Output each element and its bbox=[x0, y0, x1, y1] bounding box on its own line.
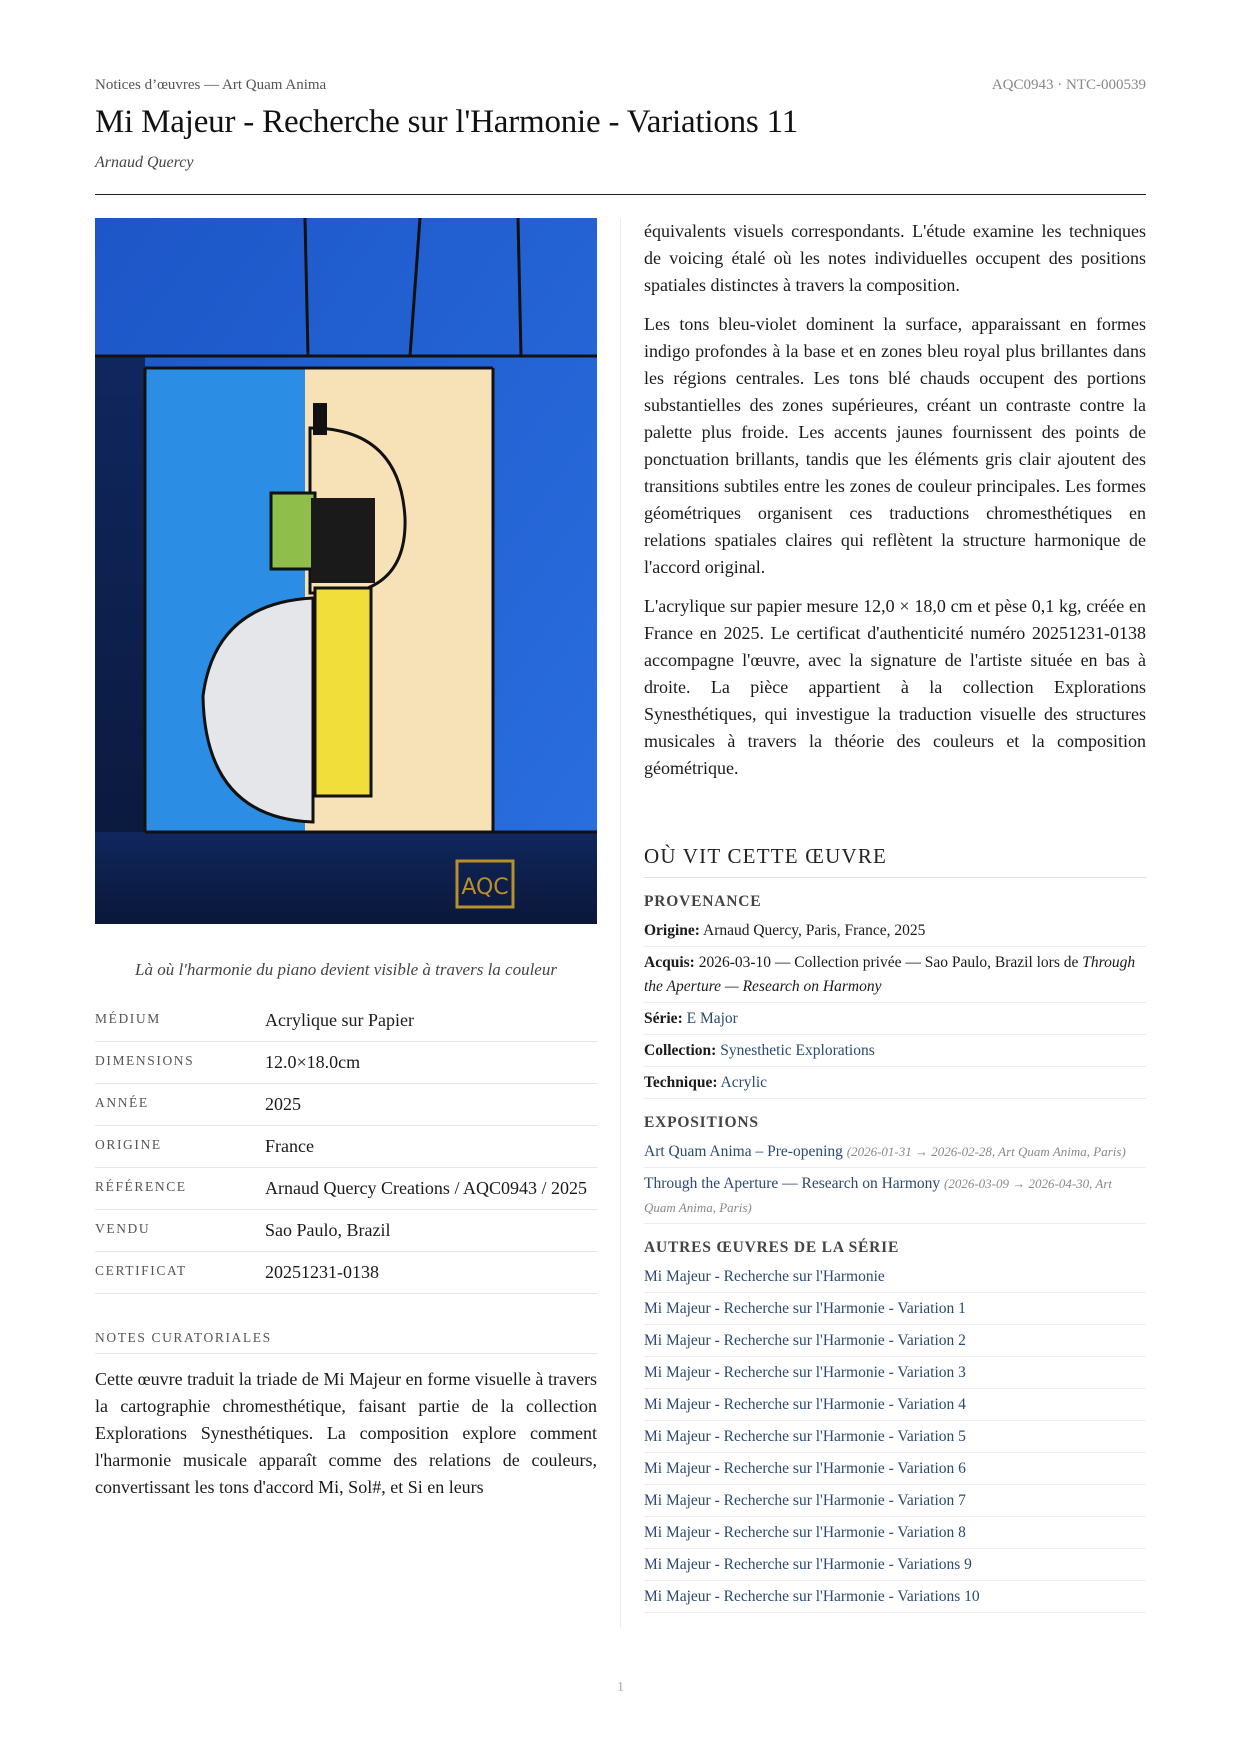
spec-value: Arnaud Quercy Creations / AQC0943 / 2025 bbox=[265, 1168, 597, 1210]
curatorial-paragraph-continued: équivalents visuels correspondants. L'étude examine les techniques de voicing étalé où les notes individuelles occupent des positions spatiales distinctes à travers la composition. bbox=[644, 221, 1146, 295]
spec-row bbox=[95, 1210, 597, 1252]
page-number: 1 bbox=[617, 1680, 624, 1695]
artwork-caption: Là où l'harmonie du piano devient visible à travers la couleur bbox=[135, 960, 557, 979]
provenance-heading: PROVENANCE bbox=[644, 893, 762, 910]
left-column bbox=[95, 218, 597, 1508]
series-work-link[interactable]: Mi Majeur - Recherche sur l'Harmonie - Variation 7 bbox=[644, 1485, 1146, 1517]
exposition-link[interactable]: Through the Aperture — Research on Harmony bbox=[644, 1175, 941, 1192]
page bbox=[95, 0, 1146, 1754]
technique-link[interactable]: Acrylic bbox=[720, 1074, 768, 1091]
spec-label: VENDU bbox=[95, 1210, 265, 1252]
spec-label: DIMENSIONS bbox=[95, 1042, 265, 1084]
exposition-item bbox=[644, 1136, 1146, 1168]
spec-label: CERTIFICAT bbox=[95, 1252, 265, 1294]
site-name: Notices d’œuvres — Art Quam Anima bbox=[95, 77, 327, 93]
spec-value: 12.0×18.0cm bbox=[265, 1042, 597, 1084]
header-top bbox=[95, 77, 1146, 97]
spec-value: France bbox=[265, 1126, 597, 1168]
exposition-item bbox=[644, 1168, 1146, 1224]
reference-code: AQC0943 · NTC-000539 bbox=[991, 77, 1146, 93]
field-label: Acquis: bbox=[644, 954, 695, 971]
field-value: 2026-03-10 — Collection privée — Sao Paulo, Brazil lors de bbox=[698, 954, 1083, 971]
series-work-link[interactable]: Mi Majeur - Recherche sur l'Harmonie - Variation 4 bbox=[644, 1389, 1146, 1421]
spec-label: RÉFÉRENCE bbox=[95, 1168, 265, 1210]
exposition-meta: (2026-03-09 → 2026-04-30, Art Quam Anima, Paris) bbox=[644, 1176, 1113, 1215]
collection-link[interactable]: Synesthetic Explorations bbox=[720, 1042, 875, 1059]
field-label: Collection: bbox=[644, 1042, 717, 1059]
series-link[interactable]: E Major bbox=[686, 1010, 738, 1027]
expositions-heading: EXPOSITIONS bbox=[644, 1114, 759, 1131]
spec-row bbox=[95, 1252, 597, 1294]
header-divider bbox=[95, 194, 1146, 195]
specs-table bbox=[95, 1000, 597, 1294]
field-value: Arnaud Quercy, Paris, France, 2025 bbox=[703, 922, 926, 939]
spec-value: Sao Paulo, Brazil bbox=[265, 1210, 597, 1252]
spec-row bbox=[95, 1126, 597, 1168]
spec-row bbox=[95, 1168, 597, 1210]
spec-row bbox=[95, 1000, 597, 1042]
provenance-technique bbox=[644, 1067, 1146, 1099]
curatorial-paragraph: Les tons bleu-violet dominent la surface, apparaissant en formes indigo profondes à la base et en zones bleu royal plus brillantes dans les régions centrales. Les tons blé chauds occupent des portions substantielles des zones supérieures, créant un contraste contre la palette plus froide. Les accents jaunes fournissent des points de ponctuation brillants, tandis que les éléments gris clair ajoutent des transitions subtiles entre les zones de couleur principales. Les formes géométriques organisent ces traductions chromesthétiques en relations spatiales claires qui reflètent la structure harmonique de l'accord original. bbox=[644, 314, 1146, 577]
provenance-origin bbox=[644, 915, 1146, 947]
spec-row bbox=[95, 1042, 597, 1084]
right-column bbox=[644, 218, 1146, 1613]
spec-row bbox=[95, 1084, 597, 1126]
series-work-link[interactable]: Mi Majeur - Recherche sur l'Harmonie - Variation 2 bbox=[644, 1325, 1146, 1357]
field-label: Technique: bbox=[644, 1074, 718, 1091]
exposition-link[interactable]: Art Quam Anima – Pre-opening bbox=[644, 1143, 843, 1160]
series-work-link[interactable]: Mi Majeur - Recherche sur l'Harmonie - Variation 5 bbox=[644, 1421, 1146, 1453]
curatorial-notes-heading: NOTES CURATORIALES bbox=[95, 1330, 597, 1354]
series-heading: AUTRES ŒUVRES DE LA SÉRIE bbox=[644, 1239, 900, 1256]
spec-value: Acrylique sur Papier bbox=[265, 1000, 597, 1042]
spec-value: 2025 bbox=[265, 1084, 597, 1126]
series-work-link[interactable]: Mi Majeur - Recherche sur l'Harmonie - Variations 9 bbox=[644, 1549, 1146, 1581]
acquired-event: Through the Aperture — Research on Harmony bbox=[644, 954, 1136, 995]
series-work-link[interactable]: Mi Majeur - Recherche sur l'Harmonie - Variation 6 bbox=[644, 1453, 1146, 1485]
series-work-link[interactable]: Mi Majeur - Recherche sur l'Harmonie - Variation 3 bbox=[644, 1357, 1146, 1389]
provenance-acquired bbox=[644, 947, 1146, 1003]
spec-value: 20251231-0138 bbox=[265, 1252, 597, 1294]
series-work-link[interactable]: Mi Majeur - Recherche sur l'Harmonie - Variations 10 bbox=[644, 1581, 1146, 1613]
curatorial-paragraph: Cette œuvre traduit la triade de Mi Majeur en forme visuelle à travers la cartographie chromesthétique, faisant partie de la collection Explorations Synesthétiques. La composition explore comment l'harmonie musicale apparaît comme des relations de couleurs, convertissant les tons d'accord Mi, Sol#, et Si en leurs bbox=[95, 1369, 597, 1497]
series-work-link[interactable]: Mi Majeur - Recherche sur l'Harmonie bbox=[644, 1261, 1146, 1293]
svg-text:AQC: AQC bbox=[461, 875, 509, 900]
spec-label: ANNÉE bbox=[95, 1084, 265, 1126]
artist-name: Arnaud Quercy bbox=[95, 154, 194, 171]
spec-label: ORIGINE bbox=[95, 1126, 265, 1168]
field-label: Origine: bbox=[644, 922, 700, 939]
artwork-image bbox=[95, 218, 597, 924]
page-title: Mi Majeur - Recherche sur l'Harmonie - Variations 11 bbox=[95, 104, 798, 140]
spec-label: MÉDIUM bbox=[95, 1000, 265, 1042]
series-work-link[interactable]: Mi Majeur - Recherche sur l'Harmonie - Variation 1 bbox=[644, 1293, 1146, 1325]
where-heading: OÙ VIT CETTE ŒUVRE bbox=[644, 844, 1146, 878]
column-divider bbox=[620, 218, 621, 1628]
exposition-meta: (2026-01-31 → 2026-02-28, Art Quam Anima, Paris) bbox=[846, 1144, 1126, 1159]
field-label: Série: bbox=[644, 1010, 683, 1027]
provenance-collection bbox=[644, 1035, 1146, 1067]
provenance-series bbox=[644, 1003, 1146, 1035]
curatorial-paragraph: L'acrylique sur papier mesure 12,0 × 18,0 cm et pèse 0,1 kg, créée en France en 2025. Le certificat d'authenticité numéro 20251231-0138 accompagne l'œuvre, avec la signature de l'artiste située en bas à droite. La pièce appartient à la collection Explorations Synesthétiques, qui investigue la traduction visuelle des structures musicales à travers la théorie des couleurs et la composition géométrique. bbox=[644, 596, 1146, 778]
series-work-link[interactable]: Mi Majeur - Recherche sur l'Harmonie - Variation 8 bbox=[644, 1517, 1146, 1549]
